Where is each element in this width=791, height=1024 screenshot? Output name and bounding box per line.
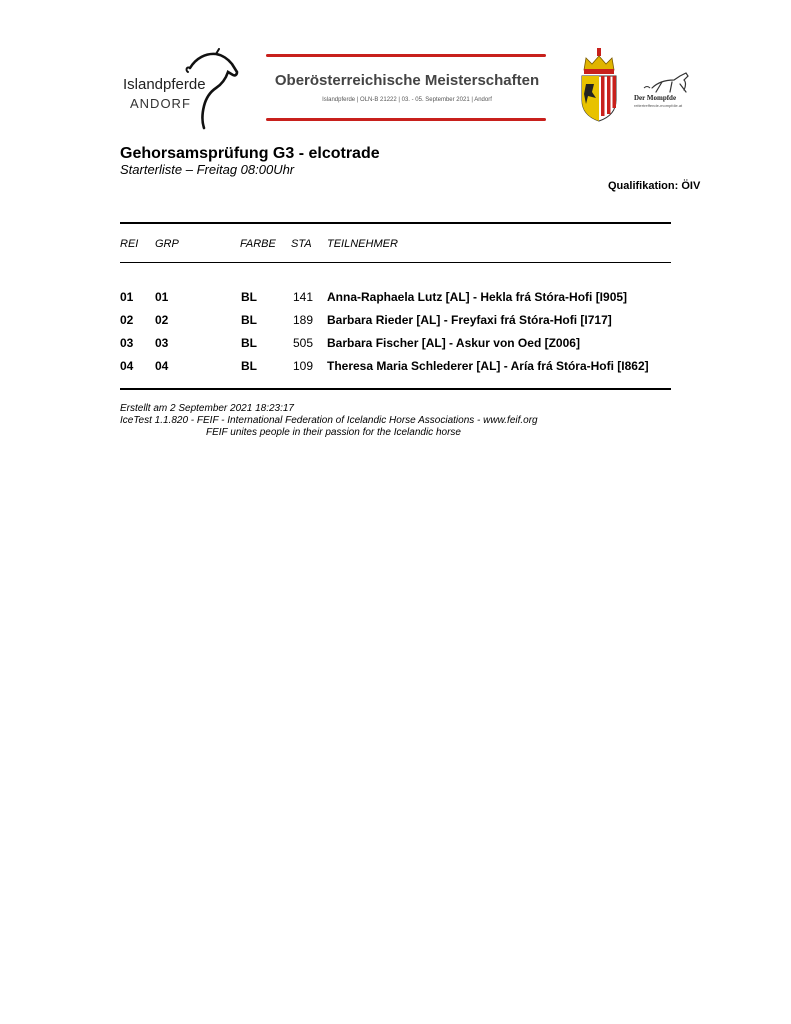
farbe-cell: BL (241, 290, 257, 304)
right-logo-url: reitertreffende-mompfdie.at (634, 103, 683, 108)
column-header-teilnehmer: TEILNEHMER (327, 238, 398, 250)
grp-cell: 04 (155, 359, 169, 373)
upper-austria-crest (578, 48, 620, 122)
column-header-grp: GRP (155, 238, 179, 250)
page-subtitle: Starterliste – Freitag 08:00Uhr (120, 162, 295, 177)
logo-line-2: ANDORF (130, 96, 191, 111)
qualification-label: Qualifikation: ÖIV (608, 180, 701, 192)
teilnehmer-cell: Barbara Fischer [AL] - Askur von Oed [Z006] (327, 336, 580, 350)
sta-cell: 141 (293, 290, 314, 304)
grp-cell: 01 (155, 290, 169, 304)
islandpferde-andorf-logo (120, 48, 240, 130)
banner-top-stripe (266, 54, 546, 57)
grp-cell: 02 (155, 313, 169, 327)
farbe-cell: BL (241, 336, 257, 350)
banner-title: Oberösterreichische Meisterschaften (274, 72, 540, 89)
event-banner (266, 52, 548, 124)
column-header-sta: STA (291, 238, 312, 250)
rei-cell: 03 (120, 336, 134, 350)
grp-cell: 03 (155, 336, 169, 350)
created-timestamp: Erstellt am 2 September 2021 18:23:17 (120, 403, 294, 414)
logo-line-1: Islandpferde (123, 76, 206, 93)
teilnehmer-cell: Barbara Rieder [AL] - Freyfaxi frá Stóra-Hofi [I717] (327, 313, 612, 327)
sta-cell: 189 (293, 313, 314, 327)
table-top-rule (120, 222, 671, 224)
rei-cell: 01 (120, 290, 134, 304)
rei-cell: 04 (120, 359, 134, 373)
sta-cell: 505 (293, 336, 314, 350)
teilnehmer-cell: Anna-Raphaela Lutz [AL] - Hekla frá Stóra-Hofi [I905] (327, 290, 628, 304)
coat-of-arms-icon (578, 48, 620, 122)
table-row (0, 313, 791, 333)
page-title: Gehorsamsprüfung G3 - elcotrade (120, 145, 380, 162)
column-header-farbe: FARBE (240, 238, 276, 250)
table-row (0, 359, 791, 379)
banner-bottom-stripe (266, 118, 546, 121)
right-logo-label: Der Mompfde (634, 94, 677, 102)
banner-subtitle: Islandpferde | OLN-B 21222 | 03. - 05. September 2021 | Andorf (322, 97, 492, 103)
farbe-cell: BL (241, 359, 257, 373)
column-header-rei: REI (120, 238, 139, 250)
running-horse-icon (632, 70, 702, 94)
rei-cell: 02 (120, 313, 134, 327)
sta-cell: 109 (293, 359, 314, 373)
farbe-cell: BL (241, 313, 257, 327)
software-credit: IceTest 1.1.820 - FEIF - International Federation of Icelandic Horse Associations - www.feif.org (120, 415, 538, 426)
table-bottom-rule (120, 388, 671, 390)
table-row (0, 290, 791, 310)
teilnehmer-cell: Theresa Maria Schlederer [AL] - Aría frá Stóra-Hofi [I862] (327, 359, 649, 373)
mompfde-logo (632, 70, 702, 110)
table-header-rule (120, 262, 671, 263)
feif-motto: FEIF unites people in their passion for the Icelandic horse (206, 427, 461, 438)
table-row (0, 336, 791, 356)
